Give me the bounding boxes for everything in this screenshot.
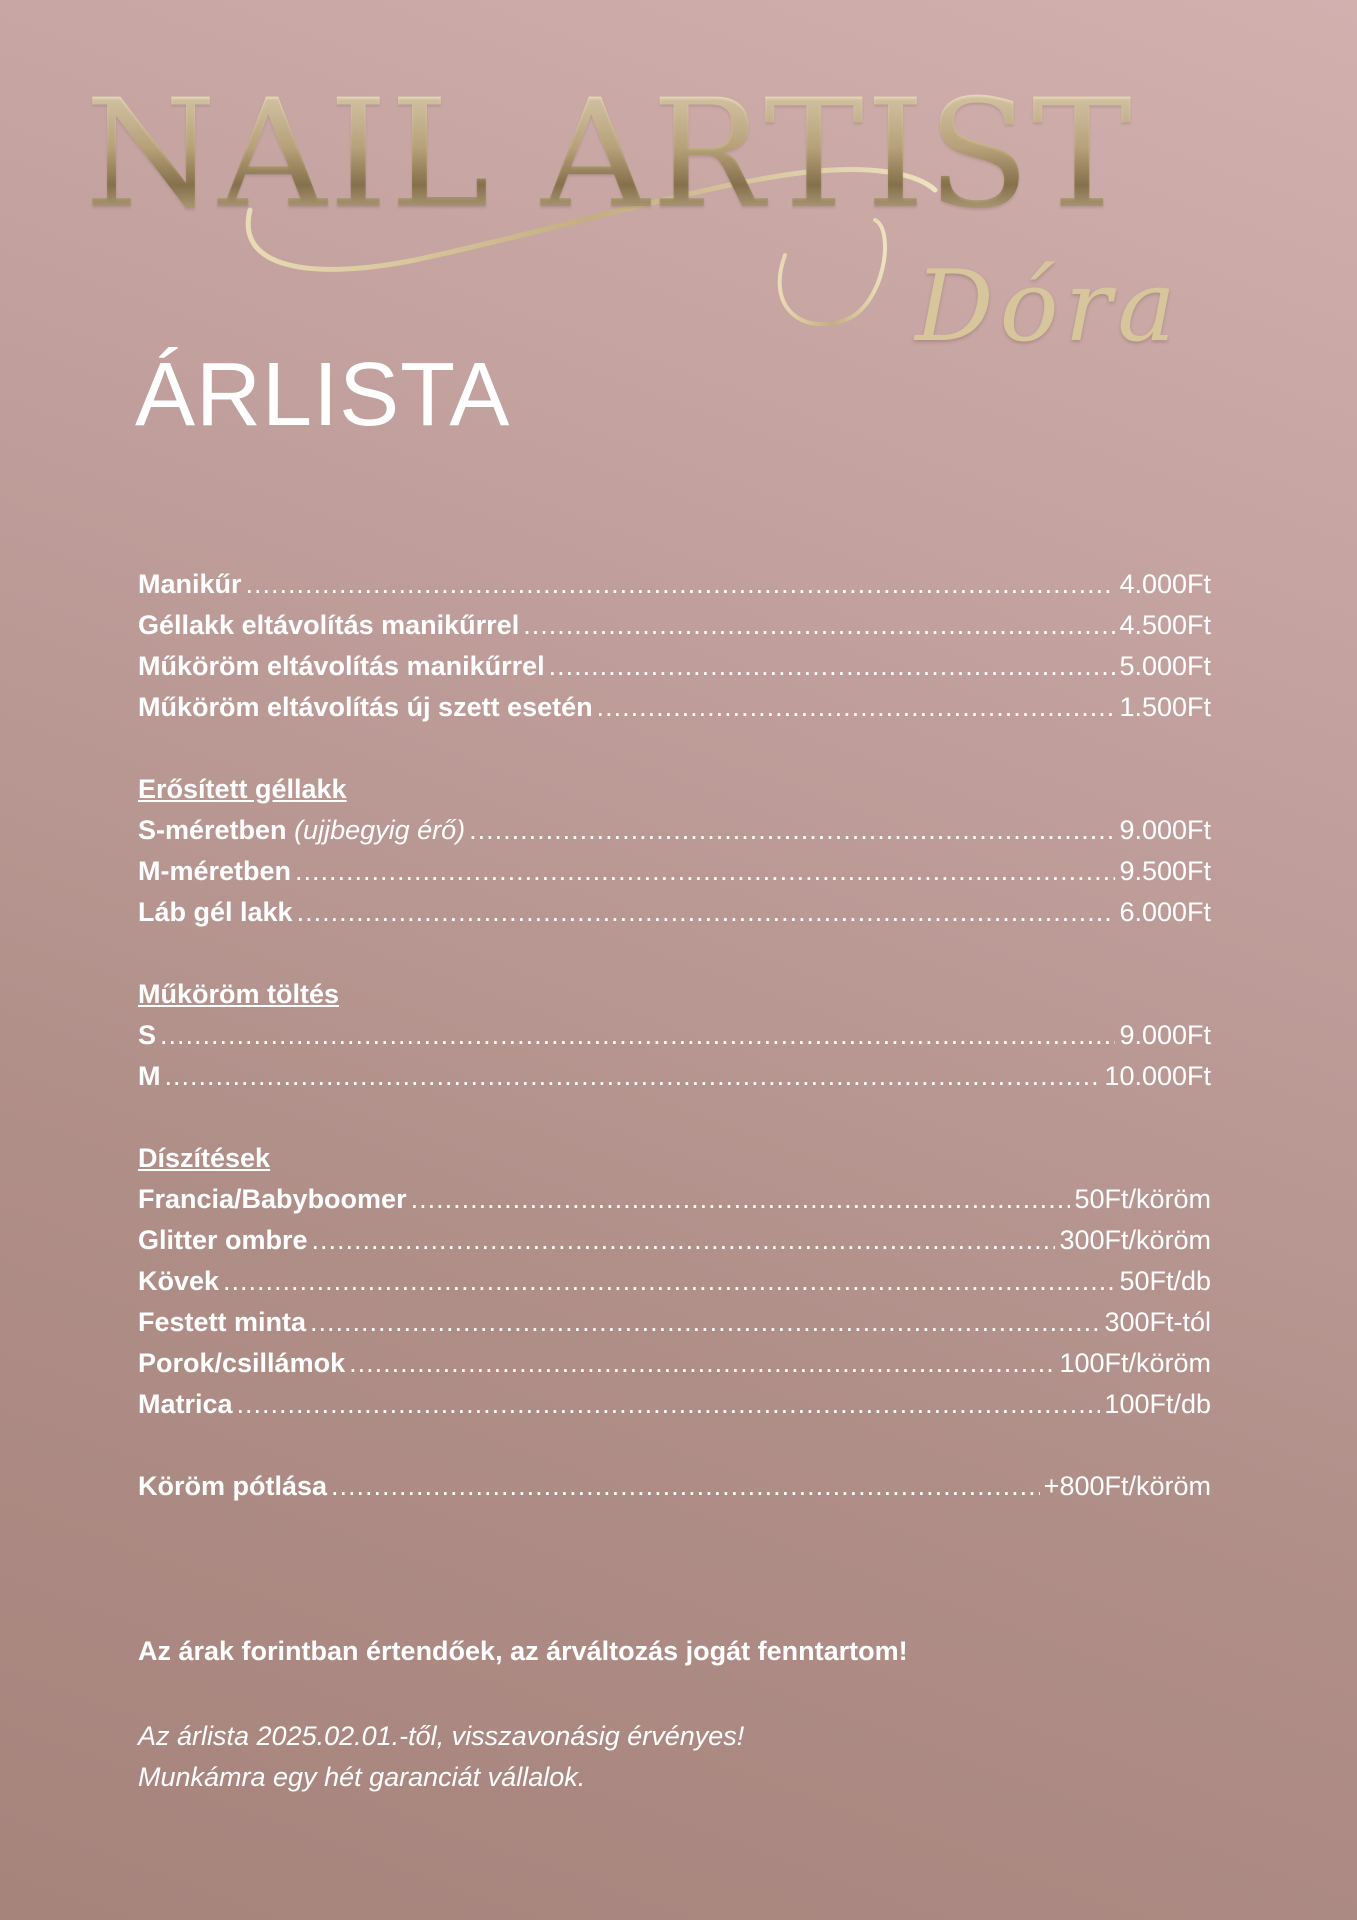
section-gap — [138, 933, 1211, 974]
logo-brand-text: NAIL ARTIST — [85, 68, 1134, 242]
price-list — [138, 564, 1211, 1507]
service-price: 100Ft/köröm — [1059, 1348, 1211, 1378]
dot-leader — [411, 1179, 1071, 1220]
service-name: S-méretben — [138, 815, 287, 845]
service-price: 50Ft/db — [1119, 1266, 1211, 1296]
dot-leader — [349, 1343, 1055, 1384]
service-label: Manikűr — [138, 569, 242, 599]
dot-leader — [165, 1056, 1101, 1097]
service-label: Géllakk eltávolítás manikűrrel — [138, 610, 520, 640]
service-price: 300Ft/köröm — [1059, 1225, 1211, 1255]
service-label: Köröm pótlása — [138, 1471, 328, 1501]
dot-leader — [160, 1015, 1115, 1056]
dot-leader — [597, 687, 1116, 728]
dot-leader — [297, 892, 1116, 933]
section-gap — [138, 1097, 1211, 1138]
service-label: M — [138, 1061, 161, 1091]
dot-leader — [312, 1220, 1056, 1261]
service-label: S — [138, 1020, 157, 1050]
service-price: 4.500Ft — [1119, 610, 1211, 640]
dot-leader — [331, 1466, 1040, 1507]
section-heading: Díszítések — [138, 1143, 271, 1173]
price-row — [138, 1179, 1211, 1220]
service-label: Glitter ombre — [138, 1225, 308, 1255]
service-label: Láb gél lakk — [138, 897, 293, 927]
section-heading: Erősített géllakk — [138, 774, 347, 804]
section-gap — [138, 728, 1211, 769]
price-row — [138, 1384, 1211, 1425]
dot-leader — [237, 1384, 1101, 1425]
service-price: +800Ft/köröm — [1043, 1471, 1211, 1501]
service-label: Porok/csillámok — [138, 1348, 346, 1378]
price-row — [138, 892, 1211, 933]
dot-leader — [246, 564, 1116, 605]
service-price: 300Ft-tól — [1104, 1307, 1211, 1337]
service-label: M-méretben — [138, 856, 292, 886]
dot-leader — [223, 1261, 1115, 1302]
service-price: 9.000Ft — [1119, 815, 1211, 845]
service-price: 9.000Ft — [1119, 1020, 1211, 1050]
validity-note: Az árlista 2025.02.01.-től, visszavonásig érvényes! — [138, 1721, 745, 1751]
page-title: ÁRLISTA — [135, 345, 511, 445]
dot-leader — [523, 605, 1115, 646]
service-label: Festett minta — [138, 1307, 307, 1337]
dot-leader — [310, 1302, 1100, 1343]
dot-leader — [469, 810, 1115, 851]
service-price: 1.500Ft — [1119, 692, 1211, 722]
service-label — [138, 810, 465, 851]
section-gap — [138, 1425, 1211, 1466]
price-row — [138, 1466, 1211, 1507]
price-row — [138, 851, 1211, 892]
price-row — [138, 646, 1211, 687]
price-row — [138, 1056, 1211, 1097]
service-price: 9.500Ft — [1119, 856, 1211, 886]
service-price: 10.000Ft — [1104, 1061, 1211, 1091]
price-notice: Az árak forintban értendőek, az árváltozás jogát fenntartom! — [138, 1636, 908, 1666]
price-row — [138, 605, 1211, 646]
brand-logo — [85, 68, 1235, 364]
price-row — [138, 1343, 1211, 1384]
service-price: 6.000Ft — [1119, 897, 1211, 927]
price-row — [138, 564, 1211, 605]
service-label: Matrica — [138, 1389, 233, 1419]
footer-notes — [138, 1716, 744, 1798]
service-price: 5.000Ft — [1119, 651, 1211, 681]
service-label: Kövek — [138, 1266, 220, 1296]
service-label: Műköröm eltávolítás manikűrrel — [138, 651, 545, 681]
service-label: Műköröm eltávolítás új szett esetén — [138, 692, 593, 722]
dot-leader — [295, 851, 1115, 892]
service-price: 100Ft/db — [1104, 1389, 1211, 1419]
service-price: 4.000Ft — [1119, 569, 1211, 599]
price-row — [138, 1302, 1211, 1343]
service-label: Francia/Babyboomer — [138, 1184, 407, 1214]
price-row — [138, 810, 1211, 851]
price-row — [138, 1261, 1211, 1302]
price-row — [138, 687, 1211, 728]
service-price: 50Ft/köröm — [1074, 1184, 1211, 1214]
service-note: (ujjbegyig érő) — [294, 815, 466, 845]
logo-script-text: Dóra — [915, 250, 1182, 364]
price-row — [138, 1015, 1211, 1056]
section-heading: Műköröm töltés — [138, 979, 340, 1009]
dot-leader — [549, 646, 1116, 687]
warranty-note: Munkámra egy hét garanciát vállalok. — [138, 1762, 586, 1792]
price-row — [138, 1220, 1211, 1261]
